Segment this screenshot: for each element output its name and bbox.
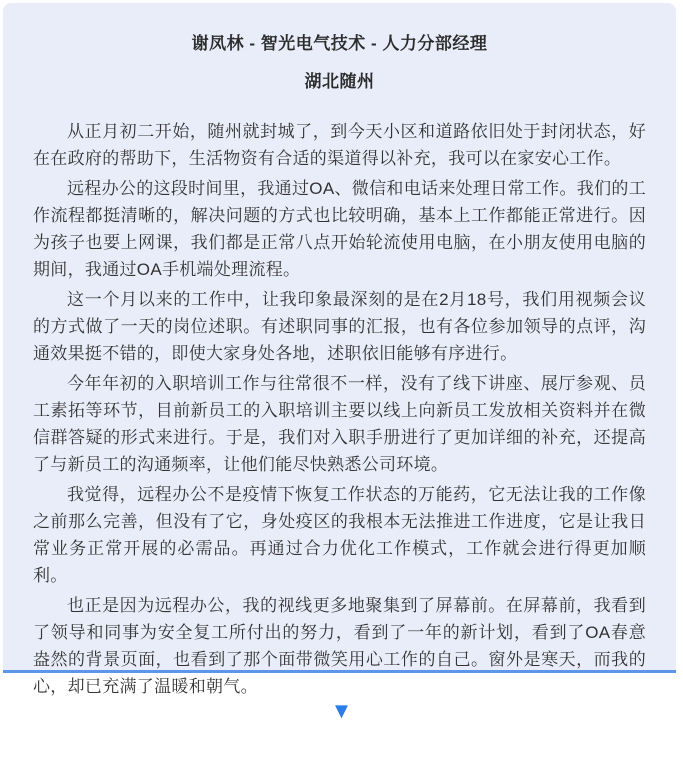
- article-paragraph: 我觉得，远程办公不是疫情下恢复工作状态的万能药，它无法让我的工作像之前那么完善，但没有了它，身处疫区的我根本无法推进工作进度，它是让我日常业务正常开展的必需品。再通过合力优化工作模式，工作就会进行得更加顺利。: [33, 485, 646, 585]
- article-title: 谢凤林 - 智光电气技术 - 人力分部经理: [191, 34, 488, 53]
- article-paragraph: 这一个月以来的工作中，让我印象最深刻的是在2月18号，我们用视频会议的方式做了一天的岗位述职。有述职同事的汇报，也有各位参加领导的点评，沟通效果挺不错的，即使大家身处各地，述职依旧能够有序进行。: [33, 290, 646, 363]
- article-paragraph: 从正月初二开始，随州就封城了，到今天小区和道路依旧处于封闭状态，好在在政府的帮助下，生活物资有合适的渠道得以补充，我可以在家安心工作。: [33, 122, 646, 168]
- article-paragraph: 远程办公的这段时间里，我通过OA、微信和电话来处理日常工作。我们的工作流程都挺清晰的，解决问题的方式也比较明确，基本上工作都能正常进行。因为孩子也要上网课，我们都是正常八点开始轮流使用电脑，在小朋友使用电脑的期间，我通过OA手机端处理流程。: [33, 179, 646, 279]
- article-location: 湖北随州: [304, 72, 375, 91]
- article-paragraph: 也正是因为远程办公，我的视线更多地聚集到了屏幕前。在屏幕前，我看到了领导和同事为安全复工所付出的努力，看到了一年的新计划，看到了OA春意盎然的背景页面，也看到了那个面带微笑用心工作的自己。窗外是寒天，而我的心，却已充满了温暖和朝气。: [33, 596, 646, 696]
- expand-more-icon[interactable]: ▼: [330, 698, 353, 723]
- article-card: [3, 3, 676, 696]
- article-paragraph: 今年年初的入职培训工作与往常很不一样，没有了线下讲座、展厅参观、员工素拓等环节，目前新员工的入职培训主要以线上向新员工发放相关资料并在微信群答疑的形式来进行。于是，我们对入职手册进行了更加详细的补充，还提高了与新员工的沟通频率，让他们能尽快熟悉公司环境。: [33, 374, 646, 474]
- article-body: [33, 118, 646, 700]
